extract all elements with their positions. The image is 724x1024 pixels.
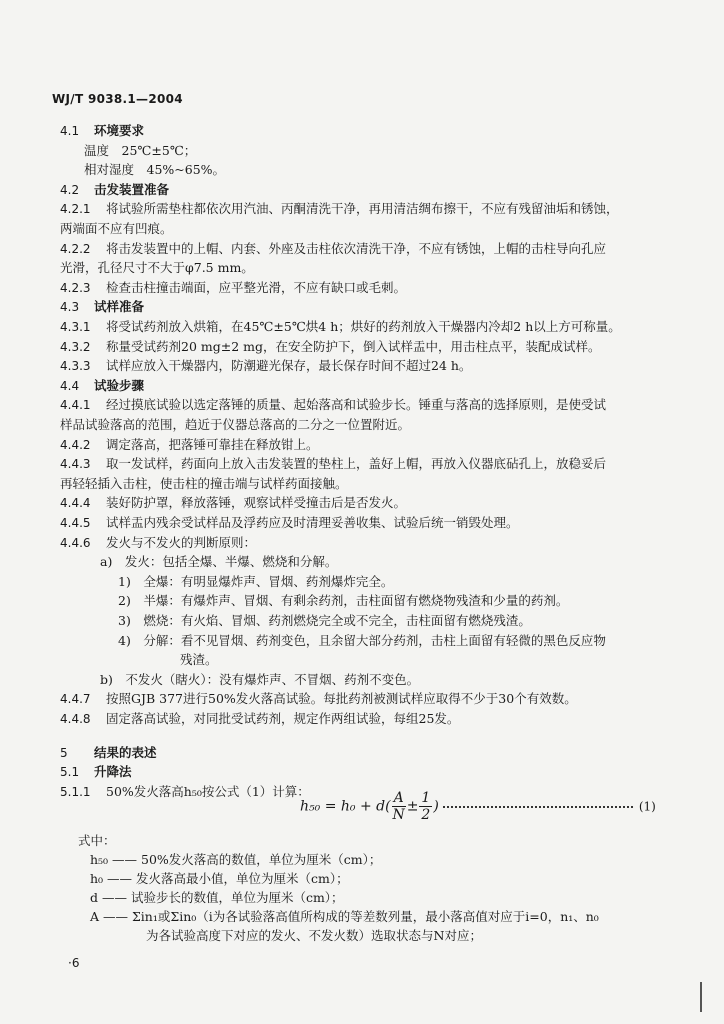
clause-number: 5	[60, 745, 68, 760]
text-line	[100, 671, 419, 689]
clause-text: 试样盂内残余受试样品及浮药应及时清理妥善收集、试验后统一销毁处理。	[106, 515, 519, 530]
clause-text: 检查击柱撞击端面，应平整光滑，不应有缺口或毛刺。	[106, 279, 407, 295]
clause-text: 将受试药剂放入烘箱，在45℃±5℃烘4 h；烘好的药剂放入干燥器内冷却2 h以上方可称量。	[106, 319, 621, 334]
clause-line	[60, 298, 144, 316]
clause-line	[60, 690, 577, 708]
clause-line	[60, 122, 144, 140]
leader-dots	[443, 806, 633, 808]
text-line	[84, 161, 225, 179]
clause-text: 4) 分解：看不见冒烟、药剂变色，且余留大部分药剂，击柱上面留有轻微的黑色反应物	[118, 632, 606, 648]
clause-line	[60, 744, 157, 762]
fraction-denominator: N	[392, 807, 405, 823]
clause-line	[60, 763, 132, 781]
clause-line	[60, 494, 406, 512]
clause-line	[60, 357, 471, 375]
section-heading: 结果的表述	[94, 744, 157, 760]
clause-text: b) 不发火（瞎火）：没有爆炸声、不冒烟、药剂不变色。	[100, 671, 420, 687]
clause-text: 将击发装置中的上帽、内套、外座及击柱依次清洗干净，不应有锈蚀，上帽的击柱导向孔应	[106, 240, 607, 256]
clause-text: 样品试验落高的范围，趋近于仪器总落高的二分之一位置附近。	[60, 417, 411, 432]
clause-text: 50%发火落高h₅₀按公式（1）计算：	[106, 783, 310, 799]
clause-text: 温度 25℃±5℃；	[84, 142, 197, 158]
clause-text: 按照GJB 377进行50%发火落高试验。每批药剂被测试样应取得不少于30个有效数。	[106, 691, 577, 707]
clause-number: 4.4.2	[60, 437, 91, 452]
text-line	[118, 632, 606, 650]
clause-text: 光滑，孔径尺寸不大于φ7.5 mm。	[60, 260, 254, 276]
clause-number: 5.1.1	[60, 784, 91, 799]
text-line	[60, 475, 348, 493]
text-line	[118, 592, 568, 610]
clause-number: 4.2.3	[60, 280, 91, 295]
section-heading: 试样准备	[94, 299, 145, 315]
fraction-denominator: 2	[421, 807, 431, 823]
clause-number: 4.4.6	[60, 535, 91, 550]
section-heading: 升降法	[94, 764, 132, 780]
clause-text: 发火与不发火的判断原则：	[106, 534, 257, 550]
clause-text: 1) 全爆：有明显爆炸声、冒烟、药剂爆炸完全。	[118, 573, 394, 589]
page-number: ·6	[68, 956, 80, 970]
text-line	[100, 553, 337, 571]
clause-number: 4.3.1	[60, 320, 91, 334]
clause-text: a) 发火：包括全爆、半爆、燃烧和分解。	[100, 554, 338, 570]
clause-number: 4.3.2	[60, 339, 91, 354]
clause-text: 装好防护罩，释放落锤，观察试样受撞击后是否发火。	[106, 495, 407, 511]
clause-text: 试样应放入干燥器内，防潮避光保存，最长保存时间不超过24 h。	[106, 358, 472, 374]
clause-text: 经过摸底试验以选定落锤的质量、起始落高和试验步长。锤重与落高的选择原则，是使受试	[106, 397, 607, 413]
clause-line	[60, 338, 601, 356]
scan-edge-mark	[700, 982, 702, 1012]
clause-number: 4.2.1	[60, 202, 91, 217]
clause-number: 4.4.5	[60, 516, 91, 530]
clause-number: 4.2	[60, 182, 80, 197]
text-line	[84, 142, 196, 160]
clause-line	[60, 240, 606, 258]
clause-number: 4.2.2	[60, 241, 91, 256]
clause-text: 取一发试样，药面向上放入击发装置的垫柱上，盖好上帽，再放入仪器底砧孔上，放稳妥后	[106, 456, 607, 472]
fraction-numerator: 1	[421, 790, 431, 806]
clause-text: 再轻轻插入击柱，使击柱的撞击端与试样药面接触。	[60, 475, 348, 491]
text-line	[60, 416, 410, 434]
clause-line	[60, 514, 519, 532]
clause-line	[60, 436, 319, 454]
text-line	[118, 612, 531, 630]
standard-header: WJ/T 9038.1—2004	[52, 92, 183, 106]
clause-line	[60, 318, 621, 336]
clause-text: 两端面不应有凹痕。	[60, 221, 173, 236]
text-line	[60, 220, 173, 238]
clause-number: 5.1	[60, 765, 80, 780]
equation-number: (1)	[638, 799, 656, 814]
clause-line	[60, 181, 169, 199]
section-heading: 击发装置准备	[94, 181, 170, 197]
clause-number: 4.4.3	[60, 457, 91, 472]
clause-line	[60, 200, 619, 218]
clause-text: 残渣。	[180, 652, 218, 668]
variable-definition: h₅₀ —— 50%发火落高的数值，单位为厘米（cm）；	[90, 852, 382, 867]
clause-number: 4.1	[60, 124, 80, 138]
clause-text: 将试验所需垫柱都依次用汽油、丙酮清洗干净，再用清洁绸布擦干，不应有残留油垢和锈蚀，	[106, 201, 619, 217]
clause-text: 称量受试药剂20 mg±2 mg，在安全防护下，倒入试样盂中，用击柱点平，装配成试样。	[106, 338, 601, 354]
clause-line	[60, 455, 606, 473]
clause-text: 固定落高试验，对同批受试药剂，规定作两组试验，每组25发。	[106, 711, 460, 726]
formula-1	[300, 790, 656, 830]
fraction-a-n	[392, 790, 406, 823]
fraction-one-half	[419, 790, 432, 823]
text-line	[180, 651, 218, 669]
text-line	[118, 573, 393, 591]
clause-number: 4.4.4	[60, 496, 91, 511]
clause-number: 4.3.3	[60, 359, 91, 374]
clause-text: 3) 燃烧：有火焰、冒烟、药剂燃烧完全或不完全，击柱面留有燃烧残渣。	[118, 613, 531, 628]
clause-line	[60, 783, 310, 801]
variable-definition: d —— 试验步长的数值，单位为厘米（cm）；	[90, 890, 344, 905]
clause-text: 2) 半爆：有爆炸声、冒烟、有剩余药剂，击柱面留有燃烧物残渣和少量的药剂。	[118, 593, 569, 609]
clause-line	[60, 534, 256, 552]
section-heading: 环境要求	[94, 123, 145, 138]
text-line	[60, 259, 254, 277]
clause-line	[60, 279, 406, 297]
clause-number: 4.4	[60, 378, 80, 393]
clause-number: 4.4.1	[60, 398, 91, 413]
fraction-numerator: A	[393, 790, 404, 806]
clause-line	[60, 710, 459, 728]
clause-number: 4.4.7	[60, 692, 91, 707]
section-heading: 试验步骤	[94, 377, 145, 393]
clause-text: 调定落高，把落锤可靠挂在释放钳上。	[106, 436, 319, 452]
clause-line	[60, 377, 144, 395]
where-label: 式中：	[78, 833, 116, 848]
plus-minus: ±	[406, 798, 419, 815]
clause-text: 相对湿度 45%~65%。	[84, 162, 226, 178]
formula-close: )	[433, 798, 439, 815]
clause-number: 4.4.8	[60, 712, 91, 726]
variable-definition: 为各试验高度下对应的发火、不发火数）选取状态与N对应；	[146, 928, 482, 943]
variable-definition: h₀ —— 发火落高最小值，单位为厘米（cm）；	[90, 871, 349, 886]
formula-lhs: h₅₀ = h₀ + d(	[300, 798, 391, 815]
clause-number: 4.3	[60, 300, 80, 315]
clause-line	[60, 396, 606, 414]
variable-definition: A —— Σin₁或Σin₀（i为各试验落高值所构成的等差数列量，最小落高值对应于i=0，n₁、n₀	[90, 909, 599, 924]
